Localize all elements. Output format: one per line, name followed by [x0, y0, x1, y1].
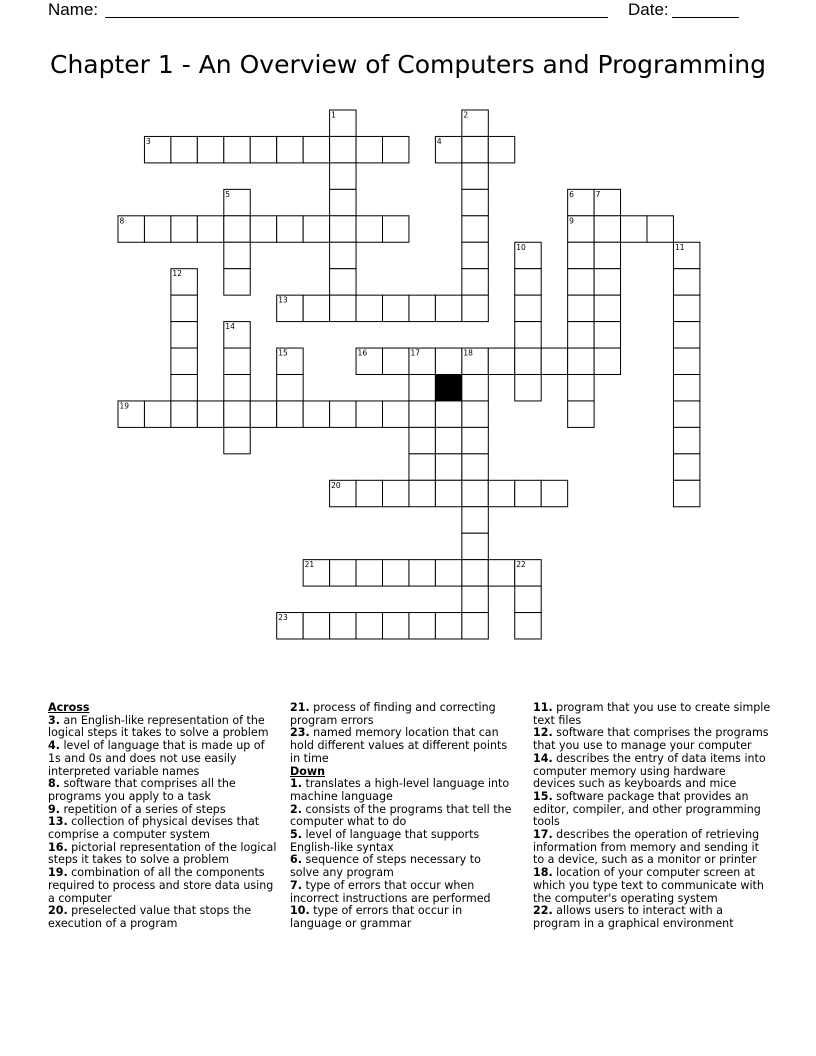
- crossword-cell[interactable]: [356, 480, 382, 506]
- clue-number-19: 19: [119, 401, 130, 411]
- clue-number: 10.: [290, 904, 310, 918]
- clue-number-21: 21: [304, 560, 315, 570]
- clue-number: 19.: [48, 866, 68, 880]
- crossword-cell[interactable]: [462, 480, 488, 506]
- crossword-cell[interactable]: [224, 375, 250, 401]
- crossword-cell[interactable]: [568, 242, 594, 268]
- clue-text: an English-like representation of the logical steps it takes to solve a problem: [48, 713, 269, 740]
- crossword-cell[interactable]: [594, 269, 620, 295]
- clue-number-7: 7: [595, 189, 601, 199]
- crossword-cell[interactable]: [330, 242, 356, 268]
- clue-text: software that comprises all the programs you apply to a task: [48, 777, 236, 803]
- clue-number: 20.: [48, 904, 68, 918]
- clue-number-4: 4: [436, 136, 442, 146]
- crossword-cell[interactable]: [568, 322, 594, 348]
- clue-text: software that comprises the programs that you use to manage your computer: [533, 726, 769, 753]
- crossword-cell[interactable]: [488, 480, 514, 506]
- down-clue: [533, 829, 771, 867]
- crossword-cell[interactable]: [462, 586, 488, 612]
- crossword-cell[interactable]: [197, 401, 223, 427]
- crossword-cell[interactable]: [330, 613, 356, 639]
- clue-number: 3.: [48, 713, 60, 727]
- clue-number: 18.: [533, 866, 553, 880]
- crossword-cell[interactable]: [462, 189, 488, 215]
- crossword-cell[interactable]: [515, 269, 541, 295]
- crossword-cell[interactable]: [435, 401, 461, 427]
- clue-number-23: 23: [278, 613, 288, 623]
- crossword-cell[interactable]: [541, 480, 567, 506]
- crossword-cell[interactable]: [409, 560, 435, 586]
- crossword-cell[interactable]: [171, 295, 197, 321]
- crossword-cell[interactable]: [435, 560, 461, 586]
- crossword-cell[interactable]: [462, 533, 488, 559]
- crossword-cell[interactable]: [462, 295, 488, 321]
- crossword-cell[interactable]: [621, 216, 647, 242]
- clue-text: pictorial representation of the logical steps it takes to solve a problem: [48, 840, 277, 867]
- clue-column-1: [48, 702, 280, 931]
- across-clue: [48, 816, 280, 841]
- crossword-cell[interactable]: [197, 136, 223, 162]
- crossword-cell[interactable]: [224, 136, 250, 162]
- crossword-cell[interactable]: [409, 401, 435, 427]
- crossword-cell[interactable]: [673, 295, 699, 321]
- crossword-cell[interactable]: [171, 322, 197, 348]
- clue-text: location of your computer screen at which you type text to communicate with the computer's operating system: [533, 866, 764, 905]
- clue-text: type of errors that occur in language or grammar: [290, 904, 463, 930]
- crossword-cell[interactable]: [673, 427, 699, 453]
- clue-text: consists of the programs that tell the computer what to do: [290, 802, 512, 829]
- crossword-cell[interactable]: [277, 375, 303, 401]
- clue-number-13: 13: [278, 295, 288, 305]
- crossword-cell[interactable]: [594, 322, 620, 348]
- crossword-cell[interactable]: [409, 295, 435, 321]
- crossword-cell[interactable]: [250, 216, 276, 242]
- crossword-cell[interactable]: [435, 454, 461, 480]
- across-heading: Across: [48, 701, 90, 714]
- crossword-cell[interactable]: [647, 216, 673, 242]
- crossword-cell[interactable]: [462, 163, 488, 189]
- down-heading: Down: [290, 764, 325, 778]
- crossword-cell[interactable]: [568, 375, 594, 401]
- clue-number: 16.: [48, 840, 68, 854]
- clue-text: software package that provides an editor, compiler, and other programming tools: [533, 789, 761, 829]
- clue-text: type of errors that occur when incorrect instructions are performed: [290, 878, 491, 905]
- clue-text: allows users to interact with a program in a graphical environment: [533, 904, 734, 930]
- crossword-cell[interactable]: [356, 216, 382, 242]
- crossword-cell[interactable]: [224, 269, 250, 295]
- crossword-cell[interactable]: [462, 427, 488, 453]
- clue-number: 14.: [533, 751, 553, 765]
- crossword-cell[interactable]: [277, 136, 303, 162]
- crossword-cell[interactable]: [303, 401, 329, 427]
- clue-text: describes the entry of data items into computer memory using hardware devices such as keyboards and mice: [533, 751, 766, 791]
- crossword-cell[interactable]: [462, 242, 488, 268]
- crossword-cell[interactable]: [224, 427, 250, 453]
- across-clue: [48, 905, 280, 930]
- clue-text: level of language that is made up of 1s and 0s and does not use easily interpreted variable names: [48, 739, 265, 778]
- crossword-cell[interactable]: [224, 348, 250, 374]
- crossword-cell[interactable]: [171, 348, 197, 374]
- crossword-cell[interactable]: [383, 295, 409, 321]
- crossword-cell[interactable]: [409, 427, 435, 453]
- crossword-cell[interactable]: [488, 136, 514, 162]
- clue-number: 22.: [533, 904, 553, 918]
- crossword-cell[interactable]: [673, 269, 699, 295]
- crossword-cell[interactable]: [594, 295, 620, 321]
- across-clue: [48, 867, 280, 905]
- crossword-cell[interactable]: [673, 348, 699, 374]
- clue-number: 21.: [290, 701, 310, 714]
- crossword-cell[interactable]: [462, 216, 488, 242]
- clue-number: 9.: [48, 802, 60, 816]
- clue-column-3: [533, 702, 771, 931]
- crossword-cell[interactable]: [250, 401, 276, 427]
- crossword-cell[interactable]: [330, 560, 356, 586]
- clue-number-9: 9: [569, 216, 574, 226]
- clue-text: program that you use to create simple text files: [533, 701, 771, 727]
- crossword-cell[interactable]: [144, 401, 170, 427]
- clue-number: 1.: [290, 777, 302, 791]
- clue-number-8: 8: [119, 216, 125, 226]
- clue-number-3: 3: [145, 136, 151, 146]
- clue-number-6: 6: [569, 189, 574, 199]
- crossword-cell[interactable]: [462, 507, 488, 533]
- across-clue: [48, 715, 280, 740]
- down-clue: [533, 791, 771, 829]
- crossword-cell[interactable]: [383, 216, 409, 242]
- crossword-cell[interactable]: [541, 348, 567, 374]
- crossword-cell[interactable]: [435, 295, 461, 321]
- clue-number: 11.: [533, 701, 553, 714]
- across-clue: [290, 727, 512, 765]
- crossword-cell[interactable]: [515, 322, 541, 348]
- crossword-cell[interactable]: [673, 322, 699, 348]
- down-clue: [533, 727, 771, 752]
- crossword-cell[interactable]: [356, 613, 382, 639]
- clue-number-16: 16: [357, 348, 368, 358]
- crossword-cell[interactable]: [171, 136, 197, 162]
- crossword-cell[interactable]: [330, 216, 356, 242]
- crossword-cell[interactable]: [462, 613, 488, 639]
- crossword-cell[interactable]: [277, 216, 303, 242]
- crossword-cell[interactable]: [594, 348, 620, 374]
- crossword-cell[interactable]: [435, 348, 461, 374]
- clue-text: named memory location that can hold different values at different points in time: [290, 726, 508, 765]
- crossword-cell[interactable]: [673, 480, 699, 506]
- crossword-cell[interactable]: [224, 216, 250, 242]
- down-clue: [533, 867, 771, 905]
- clue-number-10: 10: [516, 242, 526, 252]
- crossword-cell[interactable]: [277, 401, 303, 427]
- crossword-cell[interactable]: [435, 480, 461, 506]
- crossword-cell[interactable]: [171, 216, 197, 242]
- crossword-cell[interactable]: [171, 375, 197, 401]
- clue-number: 4.: [48, 739, 60, 753]
- crossword-cell[interactable]: [356, 560, 382, 586]
- crossword-cell[interactable]: [515, 375, 541, 401]
- clue-number-5: 5: [225, 189, 231, 199]
- clue-number-11: 11: [674, 242, 685, 252]
- down-clue: [533, 905, 771, 930]
- crossword-cell[interactable]: [568, 348, 594, 374]
- clue-text: sequence of steps necessary to solve any program: [290, 853, 481, 880]
- crossword-cell[interactable]: [330, 401, 356, 427]
- clue-number-22: 22: [516, 560, 526, 570]
- crossword-cell[interactable]: [462, 269, 488, 295]
- clue-number-17: 17: [410, 348, 420, 358]
- crossword-cell[interactable]: [356, 401, 382, 427]
- clue-number-12: 12: [172, 269, 182, 279]
- across-clue: [48, 842, 280, 867]
- crossword-cell[interactable]: [594, 242, 620, 268]
- clue-column-2: [290, 702, 512, 931]
- crossword-cell[interactable]: [462, 375, 488, 401]
- clue-text: process of finding and correcting program errors: [290, 701, 496, 727]
- clue-number: 12.: [533, 726, 553, 740]
- crossword-cell[interactable]: [673, 401, 699, 427]
- date-label: Date:: [628, 0, 669, 19]
- clue-number-1: 1: [331, 110, 336, 120]
- clue-number-2: 2: [463, 110, 469, 120]
- crossword-cell[interactable]: [673, 454, 699, 480]
- crossword-cell[interactable]: [330, 295, 356, 321]
- down-clue: [533, 702, 771, 727]
- crossword-cell[interactable]: [224, 401, 250, 427]
- down-clue: [290, 880, 512, 905]
- name-label: Name:: [48, 0, 99, 19]
- clue-number: 6.: [290, 853, 302, 867]
- down-clue: [290, 778, 512, 803]
- clue-number: 8.: [48, 777, 60, 791]
- clue-number: 13.: [48, 815, 68, 829]
- clue-number-14: 14: [225, 322, 235, 332]
- crossword-cell[interactable]: [171, 401, 197, 427]
- crossword-cell[interactable]: [515, 586, 541, 612]
- down-clue: [290, 829, 512, 854]
- across-clue: [48, 740, 280, 778]
- crossword-cell[interactable]: [383, 401, 409, 427]
- clue-text: collection of physical devises that comprise a computer system: [48, 815, 260, 842]
- clue-number-15: 15: [278, 348, 288, 358]
- clue-text: preselected value that stops the execution of a program: [48, 904, 252, 930]
- clue-text: level of language that supports English-like syntax: [290, 828, 480, 854]
- crossword-cell[interactable]: [383, 136, 409, 162]
- clue-text: repetition of a series of steps: [59, 802, 226, 816]
- clue-text: combination of all the components required to process and store data using a computer: [48, 866, 274, 905]
- page-title: Chapter 1 - An Overview of Computers and Programming: [49, 50, 767, 79]
- crossword-cell[interactable]: [383, 560, 409, 586]
- clue-text: describes the operation of retrieving information from memory and sending it to a device, such as a monitor or printer: [533, 828, 760, 867]
- crossword-cell[interactable]: [673, 375, 699, 401]
- crossword-cell[interactable]: [515, 295, 541, 321]
- crossword-cell[interactable]: [356, 136, 382, 162]
- crossword-cell[interactable]: [462, 454, 488, 480]
- crossword-cell[interactable]: [383, 480, 409, 506]
- crossword-cell[interactable]: [224, 242, 250, 268]
- crossword-cell[interactable]: [144, 216, 170, 242]
- clue-text: translates a high-level language into machine language: [290, 777, 510, 803]
- clue-number: 23.: [290, 726, 310, 740]
- down-clue: [290, 804, 512, 829]
- crossword-cell[interactable]: [197, 216, 223, 242]
- crossword-cell[interactable]: [568, 269, 594, 295]
- crossword-cell[interactable]: [515, 480, 541, 506]
- crossword-cell[interactable]: [303, 613, 329, 639]
- crossword-cell[interactable]: [435, 613, 461, 639]
- crossword-cell[interactable]: [409, 613, 435, 639]
- crossword-cell[interactable]: [250, 136, 276, 162]
- clue-number: 15.: [533, 789, 553, 803]
- crossword-cell[interactable]: [356, 295, 382, 321]
- crossword-cell[interactable]: [488, 348, 514, 374]
- crossword-cell[interactable]: [383, 613, 409, 639]
- across-clue: [48, 778, 280, 803]
- crossword-cell[interactable]: [515, 613, 541, 639]
- crossword-cell[interactable]: [462, 136, 488, 162]
- crossword-cell[interactable]: [568, 401, 594, 427]
- crossword-cell[interactable]: [330, 136, 356, 162]
- black-cell: [435, 375, 461, 401]
- crossword-cell[interactable]: [303, 136, 329, 162]
- crossword-cell[interactable]: [568, 295, 594, 321]
- clue-number: 17.: [533, 828, 553, 842]
- across-clue: [290, 702, 512, 727]
- clue-number-18: 18: [463, 348, 473, 358]
- crossword-cell[interactable]: [515, 348, 541, 374]
- clue-number-20: 20: [331, 480, 341, 490]
- crossword-cell[interactable]: [435, 427, 461, 453]
- clue-number: 5.: [290, 828, 302, 842]
- crossword-cell[interactable]: [409, 375, 435, 401]
- down-clue: [290, 905, 512, 930]
- crossword-cell[interactable]: [330, 269, 356, 295]
- down-clue: [533, 753, 771, 791]
- crossword-cell[interactable]: [330, 163, 356, 189]
- crossword-cell[interactable]: [594, 216, 620, 242]
- crossword-cell[interactable]: [409, 454, 435, 480]
- crossword-cell[interactable]: [462, 560, 488, 586]
- clue-number: 7.: [290, 878, 302, 892]
- crossword-cell[interactable]: [488, 560, 514, 586]
- crossword-cell[interactable]: [383, 348, 409, 374]
- crossword-cell[interactable]: [462, 401, 488, 427]
- crossword-cell[interactable]: [330, 189, 356, 215]
- down-clue: [290, 854, 512, 879]
- crossword-cell[interactable]: [303, 295, 329, 321]
- crossword-cell[interactable]: [303, 216, 329, 242]
- clue-number: 2.: [290, 802, 302, 816]
- crossword-cell[interactable]: [409, 480, 435, 506]
